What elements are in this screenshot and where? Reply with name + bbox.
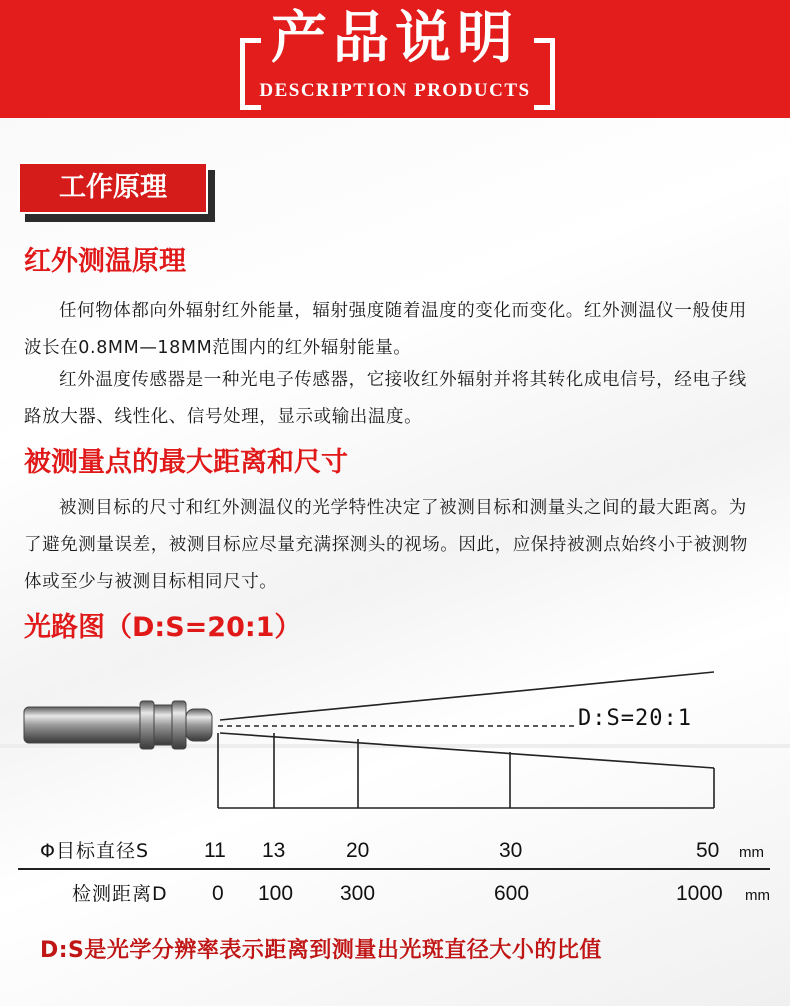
ds-definition-note: D:S是光学分辨率表示距离到测量出光斑直径大小的比值 [40,938,602,963]
diameter-value: 13 [262,839,286,862]
optical-path-diagram [0,660,790,820]
detection-distance-label: 检测距离D [72,883,168,905]
distance-value: 100 [258,882,294,905]
section-tag-label: 工作原理 [59,172,167,203]
distance-value: 1000 [676,882,723,905]
divider-line [18,868,770,870]
diameter-value: 50 [696,839,720,862]
distance-value: 300 [340,882,376,905]
ds-ratio-label: D:S=20:1 [578,706,692,731]
target-diameter-label: Φ目标直径S [40,840,150,862]
diameter-unit: mm [739,844,764,861]
section-heading-max-distance: 被测量点的最大距离和尺寸 [24,447,348,478]
header-banner [0,0,790,118]
page-subtitle: DESCRIPTION PRODUCTS [259,80,531,101]
paragraph-ir-principle-1: 任何物体都向外辐射红外能量，辐射强度随着温度的变化而变化。红外测温仪一般使用波长在0.8MM—18MM范围内的红外辐射能量。 [24,301,747,358]
page-title: 产品说明 [271,6,519,71]
distance-value: 600 [494,882,530,905]
paragraph-ir-principle-2: 红外温度传感器是一种光电子传感器，它接收红外辐射并将其转化成电信号，经电子线路放大器、线性化、信号处理，显示或输出温度。 [24,370,747,427]
ir-probe-icon [24,701,212,749]
distance-value: 0 [212,882,224,905]
diameter-value: 30 [499,839,523,862]
diameter-value: 20 [346,839,370,862]
section-heading-optical-path: 光路图（D:S=20:1） [24,612,302,643]
paragraph-max-distance: 被测目标的尺寸和红外测温仪的光学特性决定了被测目标和测量头之间的最大距离。为了避免测量误差，被测目标应尽量充满探测头的视场。因此，应保持被测点始终小于被测物体或至少与被测目标相同尺寸。 [24,498,748,592]
section-heading-ir-principle: 红外测温原理 [24,246,186,277]
diameter-value: 11 [204,839,226,862]
beam-cone [218,672,714,808]
distance-unit: mm [745,887,770,904]
